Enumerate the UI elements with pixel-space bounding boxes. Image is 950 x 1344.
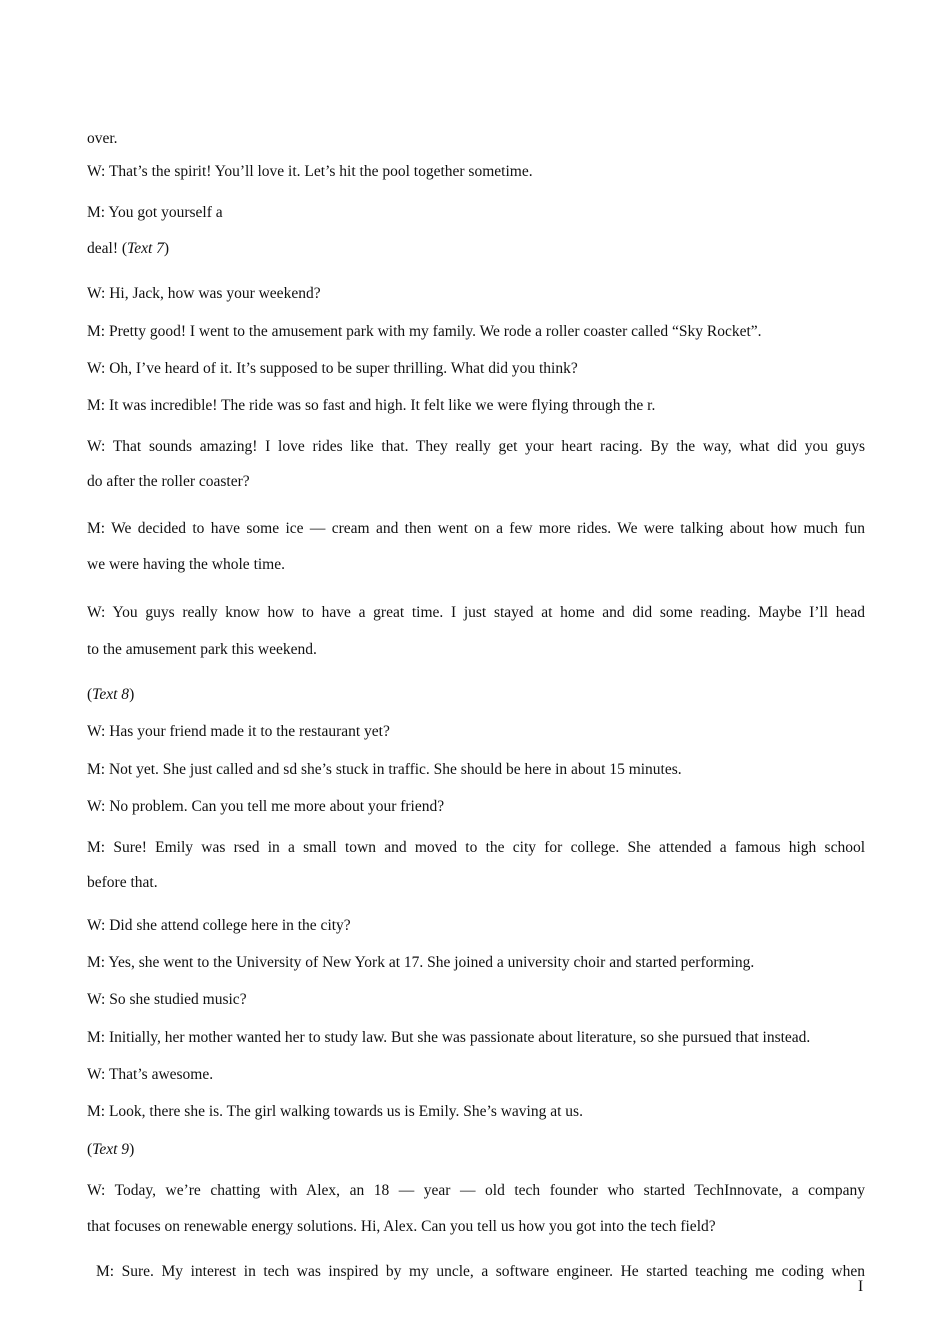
- text-line: [87, 686, 134, 704]
- text-run: ): [163, 240, 170, 257]
- text-line: [87, 1141, 134, 1159]
- text-line: W: So she studied music?: [87, 991, 247, 1008]
- text-line: W: You guys really know how to have a great time. I just stayed at home and did some reading. Maybe I’ll head: [87, 604, 865, 621]
- text-run: deal! (: [87, 240, 128, 257]
- text-line: that focuses on renewable energy solutions. Hi, Alex. Can you tell us how you got into the tech field?: [87, 1218, 716, 1235]
- text-line: we were having the whole time.: [87, 556, 285, 573]
- text-line: W: That’s awesome.: [87, 1066, 214, 1083]
- text-line: over.: [87, 130, 118, 147]
- text-line: W: Oh, I’ve heard of it. It’s supposed to be super thrilling. What did you think?: [87, 360, 578, 377]
- text-run: (: [87, 1141, 93, 1158]
- text-line: M: Sure! Emily was rsed in a small town and moved to the city for college. She attended a famous high school: [87, 839, 865, 856]
- text-line: W: Hi, Jack, how was your weekend?: [87, 285, 321, 302]
- text-line: M: Initially, her mother wanted her to study law. But she was passionate about literature, so she pursued that instead.: [87, 1029, 811, 1046]
- section-label: Text 9: [92, 1141, 130, 1158]
- text-line: before that.: [87, 874, 158, 891]
- text-line: do after the roller coaster?: [87, 473, 250, 490]
- text-line: W: Today, we’re chatting with Alex, an 18 — year — old tech founder who started TechInnovate, a company: [87, 1182, 865, 1199]
- text-line: W: Did she attend college here in the city?: [87, 917, 351, 934]
- text-line: M: We decided to have some ice — cream and then went on a few more rides. We were talking about how much fun: [87, 520, 865, 537]
- text-line: to the amusement park this weekend.: [87, 641, 317, 658]
- section-label: Text 7: [127, 240, 164, 257]
- text-run: (: [87, 686, 93, 703]
- text-line: M: Pretty good! I went to the amusement park with my family. We rode a roller coaster called “Sky Rocket”.: [87, 323, 762, 340]
- text-line: M: You got yourself a: [87, 204, 223, 221]
- section-label: Text 8: [92, 686, 130, 703]
- text-line: W: Has your friend made it to the restaurant yet?: [87, 723, 390, 740]
- text-line: [87, 240, 169, 258]
- page-number: I: [858, 1278, 864, 1295]
- text-line: W: That’s the spirit! You’ll love it. Let’s hit the pool together sometime.: [87, 163, 533, 180]
- text-run: ): [129, 1141, 135, 1158]
- text-line: M: Not yet. She just called and sd she’s stuck in traffic. She should be here in about 15 minutes.: [87, 761, 682, 778]
- text-line: W: That sounds amazing! I love rides like that. They really get your heart racing. By the way, what did you guys: [87, 438, 865, 455]
- text-line: M: Look, there she is. The girl walking towards us is Emily. She’s waving at us.: [87, 1103, 583, 1120]
- text-run: ): [129, 686, 135, 703]
- text-line: W: No problem. Can you tell me more about your friend?: [87, 798, 445, 815]
- text-line: M: Sure. My interest in tech was inspired by my uncle, a software engineer. He started teaching me coding when: [96, 1263, 865, 1280]
- text-line: M: Yes, she went to the University of New York at 17. She joined a university choir and started performing.: [87, 954, 755, 971]
- text-line: M: It was incredible! The ride was so fast and high. It felt like we were flying through the r.: [87, 397, 656, 414]
